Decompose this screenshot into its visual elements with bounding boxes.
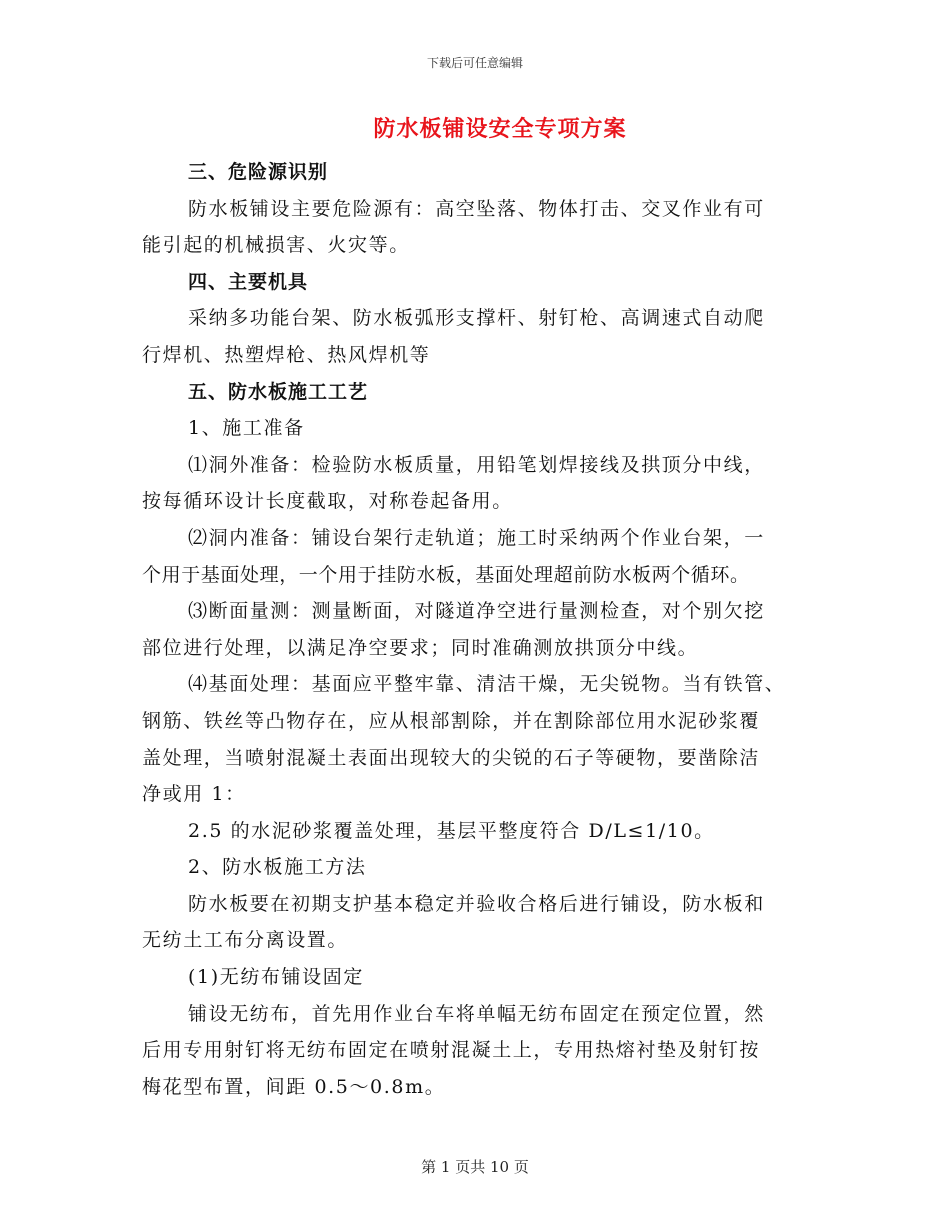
- paragraph-line: 采纳多功能台架、防水板弧形支撑杆、射钉枪、高调速式自动爬: [188, 307, 765, 330]
- paragraph-line: 后用专用射钉将无纺布固定在喷射混凝土上，专用热熔衬垫及射钉按: [142, 1039, 761, 1062]
- item-heading-nonwoven: (1)无纺布铺设固定: [188, 966, 364, 989]
- subsection-heading-method: 2、防水板施工方法: [188, 856, 367, 879]
- paragraph-line: 行焊机、热塑焊枪、热风焊机等: [142, 343, 431, 366]
- paragraph-line: 梅花型布置，间距 0.5～0.8m。: [142, 1075, 446, 1098]
- document-title: 防水板铺设安全专项方案: [373, 116, 627, 142]
- paragraph-line: ⑶断面量测：测量断面，对隧道净空进行量测检查，对个别欠挖: [188, 600, 765, 623]
- section-heading-process: 五、防水板施工工艺: [188, 380, 369, 403]
- paragraph-line: ⑵洞内准备：铺设台架行走轨道；施工时采纳两个作业台架，一: [188, 526, 765, 549]
- paragraph-line: 防水板要在初期支护基本稳定并验收合格后进行铺设，防水板和: [188, 892, 765, 915]
- subsection-heading-preparation: 1、施工准备: [188, 417, 305, 440]
- document-body: [142, 154, 822, 1105]
- paragraph-line: 按每循环设计长度截取，对称卷起备用。: [142, 490, 513, 513]
- paragraph-line: 无纺土工布分离设置。: [142, 929, 349, 952]
- paragraph-line: 钢筋、铁丝等凸物存在，应从根部割除，并在割除部位用水泥砂浆覆: [142, 709, 761, 732]
- paragraph-line: 能引起的机械损害、火灾等。: [142, 234, 410, 257]
- section-heading-hazards: 三、危险源识别: [188, 161, 329, 183]
- paragraph-line: 净或用 1：: [142, 783, 246, 806]
- paragraph-line: 个用于基面处理，一个用于挂防水板，基面处理超前防水板两个循环。: [142, 563, 750, 586]
- section-heading-equipment: 四、主要机具: [188, 270, 309, 293]
- paragraph-line: ⑴洞外准备：检验防水板质量，用铅笔划焊接线及拱顶分中线，: [188, 453, 765, 476]
- page-header-note: 下载后可任意编辑: [426, 56, 523, 70]
- paragraph-line: 2.5 的水泥砂浆覆盖处理，基层平整度符合 D/L≤1/10。: [188, 819, 715, 842]
- page-footer-pagination: 第 1 页共 10 页: [421, 1158, 529, 1176]
- paragraph-line: 部位进行处理，以满足净空要求；同时准确测放拱顶分中线。: [142, 636, 699, 659]
- paragraph-line: 盖处理，当喷射混凝土表面出现较大的尖锐的石子等硬物，要凿除洁: [142, 746, 761, 769]
- paragraph-line: 铺设无纺布，首先用作业台车将单幅无纺布固定在预定位置，然: [188, 1002, 765, 1025]
- paragraph-line: 防水板铺设主要危险源有：高空坠落、物体打击、交叉作业有可: [188, 197, 765, 220]
- paragraph-line: ⑷基面处理：基面应平整牢靠、清洁干燥，无尖锐物。当有铁管、: [188, 673, 786, 696]
